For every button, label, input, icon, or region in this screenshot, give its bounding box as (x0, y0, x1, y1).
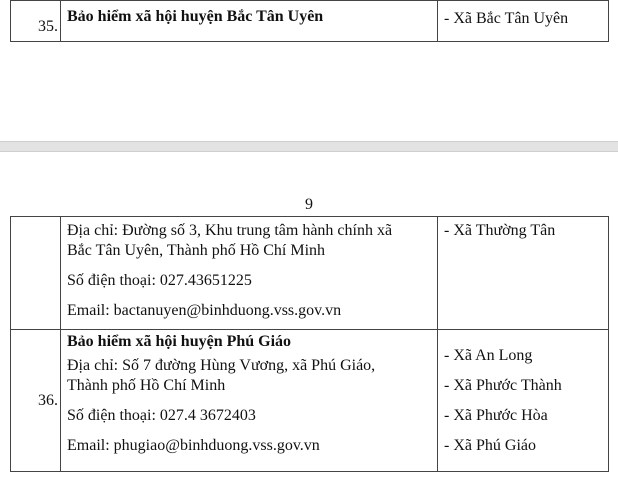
table-row-35 (11, 1, 609, 42)
commune-item: - Xã An Long (444, 347, 533, 364)
page-break (0, 141, 618, 152)
phone-text: Số điện thoại: 027.4 3672403 (67, 407, 256, 424)
previous-page (0, 0, 618, 141)
agency-details-cell (61, 217, 438, 330)
current-page (0, 152, 618, 493)
address-line: Thành phố Hồ Chí Minh (67, 377, 226, 394)
email-text: Email: phugiao@binhduong.vss.gov.vn (67, 437, 320, 454)
commune-cell (438, 217, 609, 330)
agency-details-cell (61, 330, 438, 472)
row-number (11, 217, 61, 330)
row-number-text: 36. (38, 391, 58, 409)
commune-list-cell (438, 330, 609, 472)
commune-item: - Xã Phước Thành (444, 377, 562, 394)
table-row-35-continued (11, 217, 609, 330)
page-number: 9 (305, 196, 313, 213)
agency-table-bottom (10, 216, 609, 472)
commune-item: - Xã Thường Tân (444, 222, 556, 239)
phone-text: Số điện thoại: 027.43651225 (67, 272, 252, 289)
address-line: Bắc Tân Uyên, Thành phố Hồ Chí Minh (67, 242, 326, 259)
row-number (11, 330, 61, 472)
agency-name: Bảo hiểm xã hội huyện Bắc Tân Uyên (67, 8, 324, 25)
address-line: Địa chỉ: Đường số 3, Khu trung tâm hành chính xã (67, 222, 393, 239)
table-row-36 (11, 330, 609, 472)
agency-name: Bảo hiểm xã hội huyện Phú Giáo (67, 333, 292, 350)
commune-item: - Xã Bắc Tân Uyên (444, 10, 569, 27)
agency-cell (61, 1, 438, 42)
address-line: Địa chỉ: Số 7 đường Hùng Vương, xã Phú Giáo, (67, 357, 376, 374)
email-text: Email: bactanuyen@binhduong.vss.gov.vn (67, 302, 342, 319)
commune-item: - Xã Phước Hòa (444, 407, 548, 424)
row-number (11, 1, 61, 42)
commune-item: - Xã Phú Giáo (444, 437, 536, 454)
commune-cell (438, 1, 609, 42)
row-number-text: 35. (38, 18, 58, 35)
agency-table-top (10, 0, 609, 42)
